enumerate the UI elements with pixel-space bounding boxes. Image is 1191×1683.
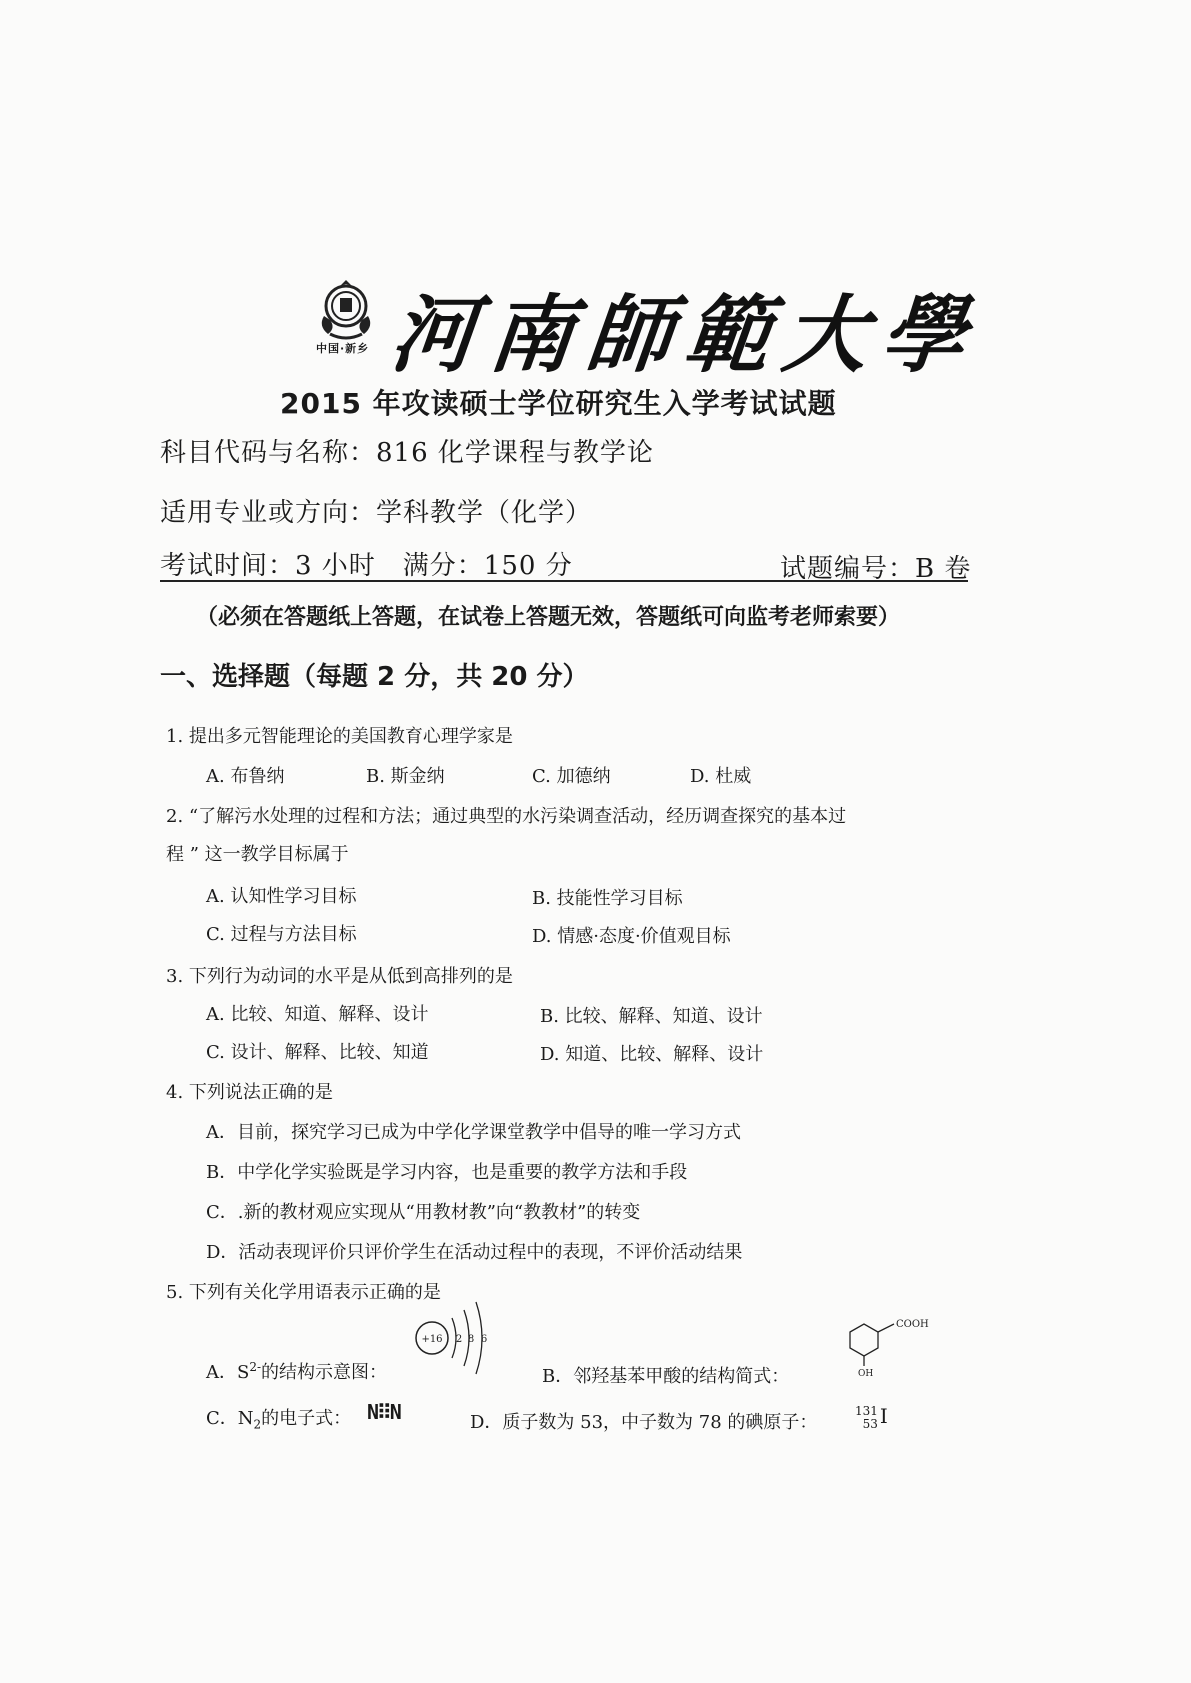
major-line: 适用专业或方向：学科教学（化学） (160, 498, 593, 528)
university-emblem-icon (316, 276, 376, 350)
question-4-stem: 4. 下列说法正确的是 (166, 1082, 333, 1103)
question-5-option-d: D．质子数为 53，中子数为 78 的碘原子： (470, 1412, 818, 1433)
question-2-stem: 2. “了解污水处理的过程和方法；通过典型的水污染调查活动，经历调查探究的基本过 (166, 806, 847, 827)
question-4-option-c: C．.新的教材观应实现从“用教材教”向“教教材”的转变 (206, 1202, 641, 1223)
question-5-stem: 5. 下列有关化学用语表示正确的是 (166, 1282, 441, 1303)
iodine-symbol: I (879, 1404, 888, 1428)
question-1-stem: 1. 提出多元智能理论的美国教育心理学家是 (166, 726, 513, 747)
question-2-option-a: A. 认知性学习目标 (206, 886, 357, 907)
option-c-prefix: C．N (206, 1408, 254, 1429)
shell-3-electrons: 6 (480, 1334, 488, 1345)
section-title: 一、选择题（每题 2 分，共 20 分） (160, 662, 589, 692)
question-1-option-a: A. 布鲁纳 (206, 766, 285, 787)
nitrogen-subscript: 2 (253, 1417, 262, 1432)
option-c-suffix: 的电子式： (261, 1408, 352, 1429)
question-4-option-b: B．中学化学实验既是学习内容，也是重要的教学方法和手段 (206, 1162, 688, 1183)
question-2-stem-continued: 程 ” 这一教学目标属于 (166, 844, 349, 865)
iodine-isotope-notation (855, 1404, 888, 1431)
exam-title: 2015 年攻读硕士学位研究生入学考试试题 (280, 387, 837, 420)
nucleus-label: +16 (421, 1334, 443, 1345)
university-name-logo: 河南師範大學 (386, 285, 985, 384)
paper-code: 试题编号：B 卷 (780, 554, 972, 584)
question-2-option-c: C. 过程与方法目标 (206, 924, 357, 945)
question-3-option-a: A. 比较、知道、解释、设计 (206, 1004, 429, 1025)
question-3-stem: 3. 下列行为动词的水平是从低到高排列的是 (166, 966, 513, 987)
option-a-prefix: A．S (206, 1362, 250, 1383)
carboxyl-label: COOH (896, 1319, 929, 1330)
subject-line: 科目代码与名称：816 化学课程与教学论 (160, 438, 654, 468)
question-4-option-d: D．活动表现评价只评价学生在活动过程中的表现，不评价活动结果 (206, 1242, 743, 1263)
question-5-option-b: B．邻羟基苯甲酸的结构简式： (542, 1366, 790, 1387)
question-1-option-b: B. 斯金纳 (366, 766, 445, 787)
question-3-option-b: B. 比较、解释、知道、设计 (540, 1006, 763, 1027)
question-5-option-a (206, 1358, 387, 1384)
emblem-caption: 中国·新乡 (316, 342, 370, 355)
iodine-atomic-number: 53 (862, 1416, 878, 1431)
option-a-suffix: 的结构示意图： (261, 1362, 388, 1383)
hydroxyl-label: OH (858, 1369, 874, 1379)
shell-2-electrons: 8 (467, 1334, 475, 1345)
sulfide-charge: 2- (249, 1360, 262, 1374)
question-3-option-d: D. 知道、比较、解释、设计 (540, 1044, 764, 1065)
sulfide-atom-structure-diagram (412, 1296, 504, 1378)
question-1-option-d: D. 杜威 (690, 766, 752, 787)
shell-1-electrons: 2 (455, 1334, 463, 1345)
answer-notice: （必须在答题纸上答题，在试卷上答题无效，答题纸可向监考老师索要） (196, 605, 901, 630)
question-1-option-c: C. 加德纳 (532, 766, 611, 787)
hydroxybenzoic-acid-structure-diagram (830, 1318, 940, 1380)
n2-electron-formula: N⠿N (367, 1400, 400, 1424)
question-5-option-c (206, 1404, 351, 1432)
time-score-line: 考试时间：3 小时 满分：150 分 (160, 551, 573, 581)
question-2-option-b: B. 技能性学习目标 (532, 888, 683, 909)
header-divider (160, 580, 968, 582)
question-2-option-d: D. 情感·态度·价值观目标 (532, 926, 731, 947)
question-3-option-c: C. 设计、解释、比较、知道 (206, 1042, 429, 1063)
question-4-option-a: A．目前，探究学习已成为中学化学课堂教学中倡导的唯一学习方式 (206, 1122, 741, 1143)
iodine-mass-number: 131 (855, 1403, 878, 1418)
